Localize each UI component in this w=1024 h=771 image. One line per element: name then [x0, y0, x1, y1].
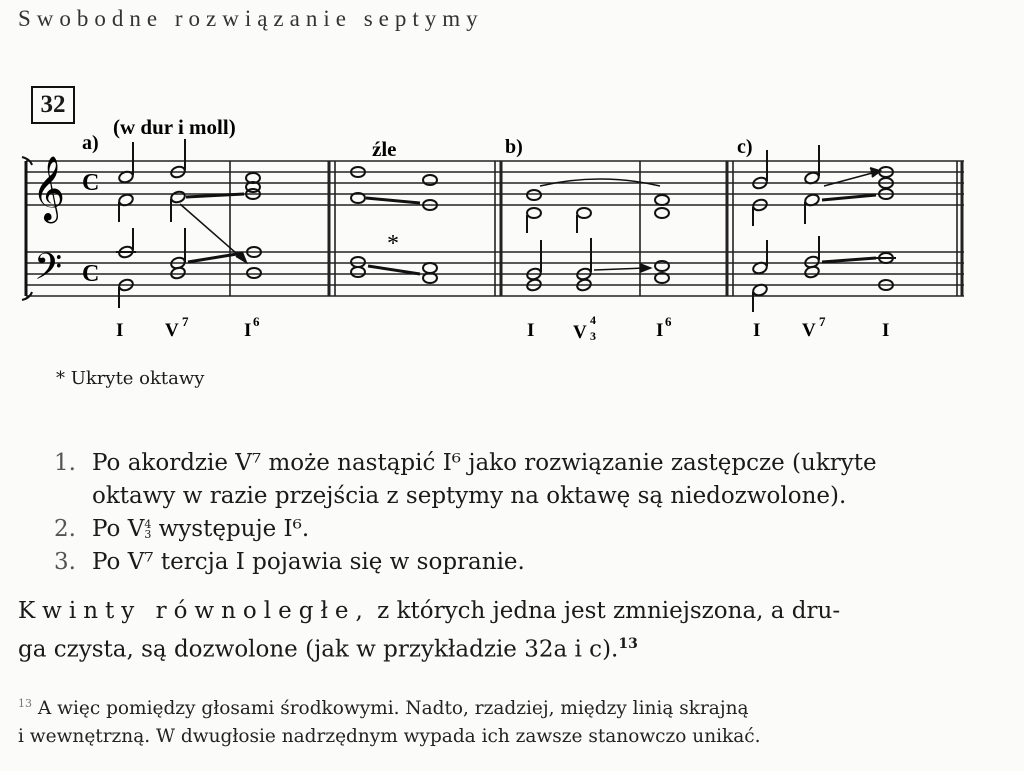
barlines — [230, 161, 962, 296]
chord-b-1: I — [527, 320, 535, 341]
footnote-text-cont: i wewnętrzną. W dwugłosie nadrzędnym wypada ich zawsze stanowczo unikać. — [18, 726, 761, 748]
footnote — [18, 690, 1008, 751]
chord-c-3: I — [882, 320, 890, 341]
chord-c-1: I — [753, 320, 761, 341]
spaced-term: Kwinty równoległe, — [18, 598, 370, 624]
notes-example-b — [526, 179, 669, 292]
rule-list — [40, 447, 1020, 579]
chord-b-2-sup: 4 — [590, 313, 596, 327]
list-item-number: 2. — [54, 516, 76, 542]
treble-clef-icon: 𝄞 — [32, 158, 66, 220]
list-item-text-pre: Po V — [92, 516, 145, 542]
footnote-star-text: * Ukryte oktawy — [56, 368, 205, 389]
section-heading: Swobodne rozwiązanie septymy — [18, 6, 484, 31]
chord-b-3-sup: 6 — [665, 314, 672, 329]
label-bad: źle — [372, 137, 397, 161]
label-a-note: (w dur i moll) — [113, 115, 236, 139]
system-brace — [22, 157, 32, 300]
list-item-text-post: występuje I⁶. — [151, 516, 310, 542]
footnote-number: 13 — [18, 697, 32, 710]
bass-clef-icon: 𝄢 — [34, 247, 63, 296]
list-item-text: Po akordzie V⁷ może nastąpić I⁶ jako rozwiązanie zastępcze (ukryte — [92, 450, 877, 476]
inversion-figure: 4 3 — [144, 518, 152, 541]
footnote-ref[interactable]: 13 — [618, 636, 638, 652]
chord-c-2-sup: 7 — [819, 314, 826, 329]
time-sig-bass: C — [82, 261, 100, 287]
list-item — [40, 447, 1020, 513]
chord-b-2: V — [573, 322, 587, 343]
paragraph-text-cont: ga czysta, są dozwolone (jak w przykładzie 32a i c). — [18, 636, 619, 663]
list-item-text: Po V⁷ tercja I pojawia się w sopranie. — [92, 549, 525, 575]
notes-example-a — [116, 139, 261, 308]
chord-b-2-sub: 3 — [590, 329, 596, 343]
chord-c-2: V — [802, 320, 816, 341]
paragraph — [18, 595, 1008, 667]
chord-b-3: I — [656, 320, 664, 341]
notes-example-bad — [351, 167, 437, 283]
footnote-text: A więc pomiędzy głosami środkowymi. Nadto, rzadziej, między linią skrajną — [32, 698, 749, 720]
chord-a-3-sup: 6 — [253, 314, 260, 329]
list-item-text-cont: oktawy w razie przejścia z septymy na oktawę są niedozwolone). — [92, 483, 847, 509]
list-item-number: 1. — [54, 450, 76, 476]
list-item — [40, 546, 1020, 579]
list-item-number: 3. — [54, 549, 76, 575]
time-sig-treble: C — [82, 170, 100, 196]
asterisk-marker: * — [387, 231, 399, 257]
roman-numerals — [116, 313, 889, 343]
chord-a-2: V — [165, 320, 179, 341]
list-item — [40, 513, 1020, 546]
chord-a-1: I — [116, 320, 124, 341]
label-c: c) — [737, 136, 753, 158]
paragraph-text: z których jedna jest zmniejszona, a dru- — [369, 598, 841, 624]
label-a: a) — [82, 132, 99, 154]
example-number-box: 32 — [31, 86, 75, 124]
chord-a-3: I — [244, 320, 252, 341]
chord-a-2-sup: 7 — [182, 314, 189, 329]
label-b: b) — [505, 136, 523, 158]
notes-example-c — [752, 145, 896, 312]
